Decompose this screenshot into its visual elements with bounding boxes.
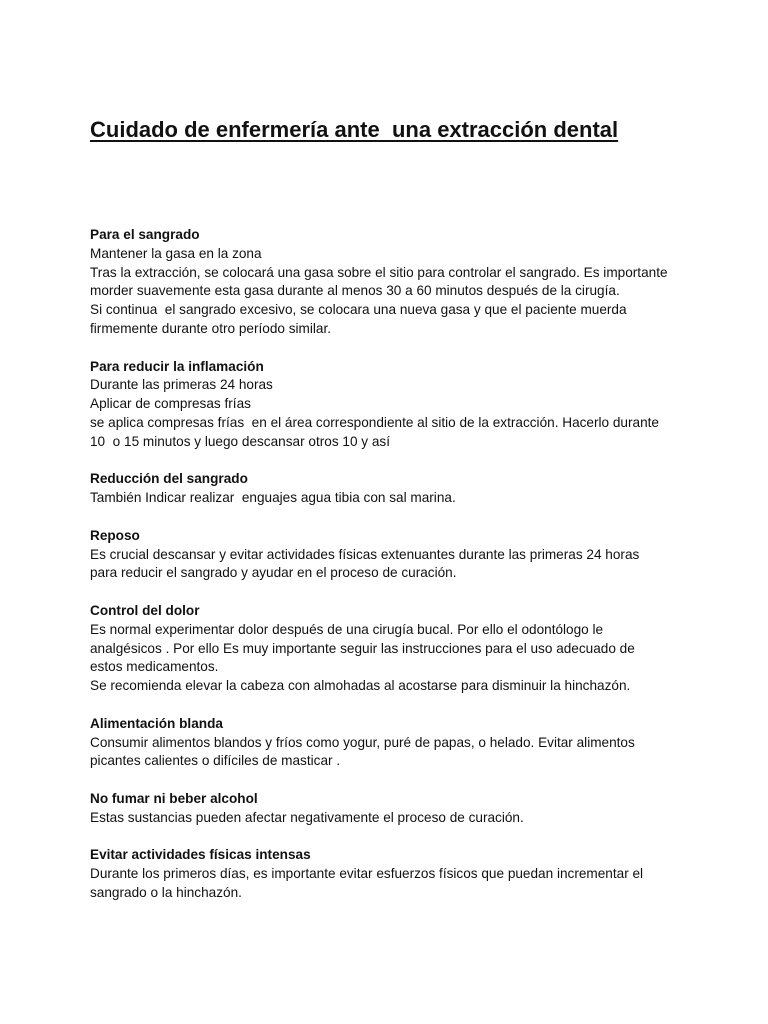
section-heading: Para reducir la inflamación: [90, 358, 264, 374]
section-text-line: 10 o 15 minutos y luego descansar otros 10 y así: [90, 433, 390, 449]
section-text-line: se aplica compresas frías en el área correspondiente al sitio de la extracción. Hacerlo durante: [90, 414, 659, 430]
section: [90, 226, 690, 339]
section-text-line: sangrado o la hinchazón.: [90, 884, 242, 900]
section: [90, 358, 690, 452]
section-text-line: Durante las primeras 24 horas: [90, 377, 273, 393]
document-title: Cuidado de enfermería ante una extracción dental: [90, 117, 619, 142]
section: [90, 470, 690, 508]
section-text-line: Se recomienda elevar la cabeza con almohadas al acostarse para disminuir la hinchazón.: [90, 678, 631, 694]
section-text-line: picantes calientes o difíciles de masticar .: [90, 753, 341, 769]
section-text-line: Aplicar de compresas frías: [90, 396, 251, 412]
section-heading: Alimentación blanda: [90, 715, 223, 731]
section-text-line: morder suavemente esta gasa durante al menos 30 a 60 minutos después de la cirugía.: [90, 283, 620, 299]
section-text-line: Durante los primeros días, es importante evitar esfuerzos físicos que puedan incrementar el: [90, 866, 644, 882]
document-body: [90, 226, 690, 921]
section-text-line: Mantener la gasa en la zona: [90, 245, 262, 261]
section-text-line: estos medicamentos.: [90, 659, 219, 675]
section: [90, 846, 690, 902]
section: [90, 715, 690, 771]
section: [90, 790, 690, 828]
section-text-line: Es crucial descansar y evitar actividades físicas extenuantes durante las primeras 24 horas: [90, 546, 640, 562]
section-text-line: Si continua el sangrado excesivo, se colocara una nueva gasa y que el paciente muerda: [90, 302, 627, 318]
section-heading: Control del dolor: [90, 602, 200, 618]
section-text-line: También Indicar realizar enguajes agua tibia con sal marina.: [90, 490, 456, 506]
section-heading: Evitar actividades físicas intensas: [90, 847, 311, 863]
section-text-line: para reducir el sangrado y ayudar en el proceso de curación.: [90, 565, 457, 581]
section-text-line: Consumir alimentos blandos y fríos como yogur, puré de papas, o helado. Evitar alimentos: [90, 734, 635, 750]
section-text-line: analgésicos . Por ello Es muy importante seguir las instrucciones para el uso adecuado de: [90, 640, 635, 656]
section-text-line: firmemente durante otro período similar.: [90, 320, 332, 336]
section-text-line: Es normal experimentar dolor después de una cirugía bucal. Por ello el odontólogo le: [90, 621, 604, 637]
section-heading: Reducción del sangrado: [90, 471, 248, 487]
section-text-line: Estas sustancias pueden afectar negativamente el proceso de curación.: [90, 809, 524, 825]
section-heading: No fumar ni beber alcohol: [90, 790, 258, 806]
section-heading: Reposo: [90, 527, 140, 543]
section-heading: Para el sangrado: [90, 227, 200, 242]
section: [90, 602, 690, 696]
section-text-line: Tras la extracción, se colocará una gasa sobre el sitio para controlar el sangrado. Es importante: [90, 264, 668, 280]
section: [90, 527, 690, 583]
